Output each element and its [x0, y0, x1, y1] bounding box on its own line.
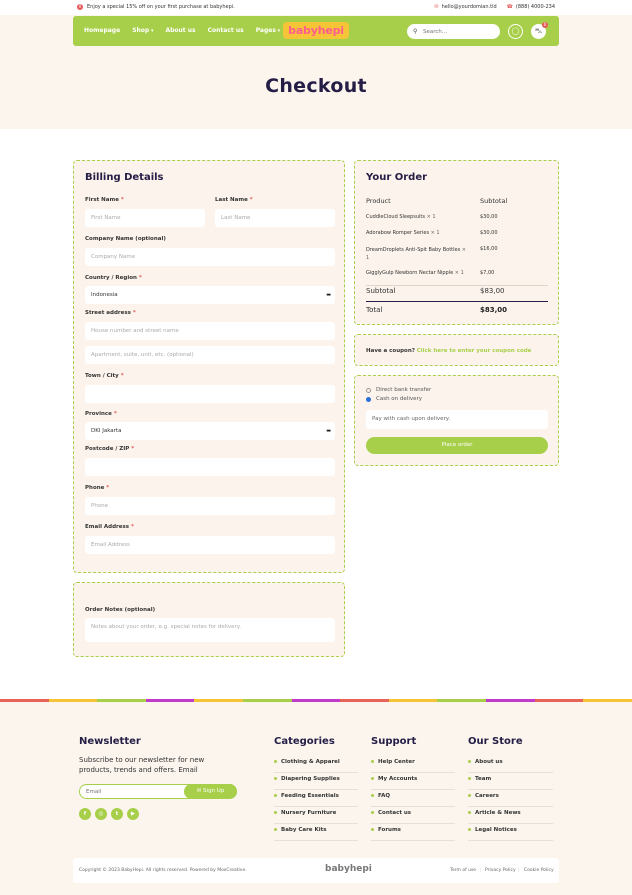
privacy-link[interactable]: Privacy Policy: [485, 868, 516, 873]
total-value: $83,00: [480, 306, 508, 314]
nav-links: [84, 27, 280, 34]
contact-info: [434, 4, 555, 10]
footer-link[interactable]: Baby Care Kits: [274, 824, 358, 841]
phone-icon: ☎: [506, 4, 513, 10]
radio-unchecked-icon[interactable]: [366, 388, 371, 393]
apartment-input[interactable]: [85, 346, 335, 364]
cookie-link[interactable]: Cookie Policy: [524, 868, 554, 873]
radio-checked-icon[interactable]: [366, 397, 371, 402]
separator: |: [480, 868, 482, 873]
last-name-input[interactable]: [215, 209, 335, 227]
nav-contact[interactable]: Contact us: [207, 27, 244, 34]
cart-icon[interactable]: ⛍ 0: [531, 24, 546, 39]
chevron-down-icon: ▬: [326, 292, 331, 298]
footer: [0, 702, 632, 895]
footer-logo[interactable]: babyhepi: [325, 864, 372, 874]
footer-link[interactable]: Clothing & Apparel: [274, 756, 358, 773]
footer-link[interactable]: Article & News: [468, 807, 553, 824]
footer-link[interactable]: Nursery Furniture: [274, 807, 358, 824]
top-bar: [0, 0, 632, 15]
total-label: Total: [366, 306, 383, 314]
search-input[interactable]: [423, 26, 493, 37]
payment-panel: [354, 375, 559, 466]
divider: [366, 301, 548, 302]
street-input[interactable]: [85, 322, 335, 340]
signup-button[interactable]: ✉ Sign Up: [184, 784, 237, 799]
search-icon[interactable]: ⚲: [413, 28, 418, 35]
newsletter-title: Newsletter: [79, 736, 141, 747]
footer-link[interactable]: Diapering Supplies: [274, 773, 358, 790]
place-order-button[interactable]: Place order: [366, 437, 548, 454]
cart-count-badge: 0: [543, 22, 547, 27]
billing-details-panel: [73, 160, 345, 573]
country-label: Country / Region *: [85, 275, 142, 281]
nav-shop[interactable]: Shop ▾: [132, 27, 153, 34]
payment-option-bank[interactable]: Direct bank transfer: [366, 387, 431, 393]
payment-option-cod[interactable]: Cash on delivery: [366, 396, 422, 402]
phone-input[interactable]: [85, 497, 335, 515]
province-label: Province *: [85, 411, 117, 417]
coupon-prompt: Have a coupon? Click here to enter your coupon code: [366, 348, 532, 354]
town-label: Town / City *: [85, 373, 124, 379]
footer-link[interactable]: Careers: [468, 790, 553, 807]
street-label: Street address *: [85, 310, 136, 316]
nav-homepage[interactable]: Homepage: [84, 27, 121, 34]
phone-contact[interactable]: ☎ (888) 4000-234: [506, 4, 555, 10]
email-label: Email Address *: [85, 524, 134, 530]
postcode-input[interactable]: [85, 458, 335, 476]
payment-description: Pay with cash upon delivery.: [366, 410, 548, 429]
footer-link[interactable]: Forums: [371, 824, 455, 841]
categories-title: Categories: [274, 736, 335, 747]
checkout-main: [0, 129, 632, 699]
separator: |: [518, 868, 520, 873]
coupon-link[interactable]: Click here to enter your coupon code: [416, 348, 532, 354]
country-select[interactable]: Indonesia ▬: [85, 286, 335, 304]
your-order-panel: Your Order Product Subtotal CuddleCloud Sleepsuits × 1 $30,00 Adorabow Romper Series × 1 $30,00 DreamDroplets Anti-Spit Baby Bottles × 1 $16,00 GigglyGulp Newborn Nectar Nipple × 1 $7,00 Subtotal $83,00 Total $83,00: [354, 160, 559, 325]
support-title: Support: [371, 736, 417, 747]
town-input[interactable]: [85, 385, 335, 403]
chevron-down-icon: ▬: [326, 428, 331, 434]
page-title: Checkout: [265, 75, 367, 97]
last-name-label: Last Name *: [215, 197, 253, 203]
province-select[interactable]: DKI Jakarta ▬: [85, 422, 335, 440]
divider: [366, 285, 548, 286]
newsletter-form: [79, 784, 237, 799]
mail-icon: ✉: [196, 788, 202, 794]
instagram-icon[interactable]: ◎: [95, 808, 107, 820]
email-contact[interactable]: ✉ hello@yourdomian.tld: [434, 4, 497, 10]
footer-link[interactable]: Help Center: [371, 756, 455, 773]
phone-label: Phone *: [85, 485, 110, 491]
email-input[interactable]: [85, 536, 335, 554]
promo-message: [77, 4, 235, 10]
copyright: Copyright © 2023 BabyHepi. All rights reserved. Powered by MoxCreative.: [79, 868, 247, 873]
postcode-label: Postcode / ZIP *: [85, 446, 135, 452]
footer-link[interactable]: Team: [468, 773, 553, 790]
terms-link[interactable]: Term of use: [450, 868, 477, 873]
col-subtotal: Subtotal: [480, 197, 508, 205]
footer-link[interactable]: Contact us: [371, 807, 455, 824]
first-name-input[interactable]: [85, 209, 205, 227]
twitter-icon[interactable]: t: [111, 808, 123, 820]
footer-link[interactable]: About us: [468, 756, 553, 773]
order-notes-textarea[interactable]: [85, 618, 335, 642]
mail-icon: ✉: [434, 4, 439, 10]
info-icon: i: [77, 4, 83, 10]
nav-about[interactable]: About us: [165, 27, 196, 34]
coupon-panel: [354, 334, 559, 366]
order-title: Your Order: [366, 172, 428, 183]
footer-bottom-bar: [73, 858, 559, 883]
footer-link[interactable]: Legal Notices: [468, 824, 553, 841]
newsletter-text: Subscribe to our newsletter for new products, trends and offers. Email: [79, 756, 205, 774]
order-notes-panel: [73, 582, 345, 657]
company-label: Company Name (optional): [85, 236, 166, 242]
facebook-icon[interactable]: f: [79, 808, 91, 820]
site-logo[interactable]: babyhepi: [283, 22, 349, 39]
footer-link[interactable]: Feeding Essentials: [274, 790, 358, 807]
footer-link[interactable]: FAQ: [371, 790, 455, 807]
header: [0, 15, 632, 129]
user-account-icon[interactable]: ◯: [508, 24, 523, 39]
newsletter-email-input[interactable]: [86, 787, 176, 797]
company-input[interactable]: [85, 248, 335, 266]
nav-pages[interactable]: Pages ▾: [256, 27, 281, 34]
youtube-icon[interactable]: ▶: [127, 808, 139, 820]
search-box[interactable]: [407, 24, 500, 39]
subtotal-value: $83,00: [480, 287, 505, 295]
store-title: Our Store: [468, 736, 523, 747]
footer-link[interactable]: My Accounts: [371, 773, 455, 790]
subtotal-label: Subtotal: [366, 287, 396, 295]
promo-text: Enjoy a special 15% off on your first purchase at babyhepi.: [87, 4, 235, 10]
first-name-label: First Name *: [85, 197, 124, 203]
col-product: Product: [366, 197, 391, 205]
billing-title: Billing Details: [85, 172, 164, 183]
order-notes-label: Order Notes (optional): [85, 607, 156, 613]
